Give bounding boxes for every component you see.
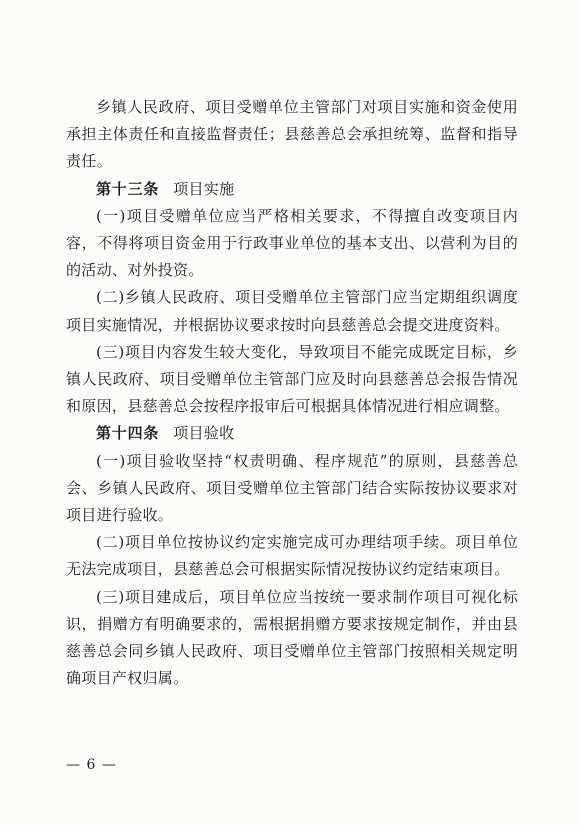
article-14-label: 第十四条 [96, 424, 160, 443]
article-14-item-3: (三)项目建成后，项目单位应当按统一要求制作项目可视化标识，捐赠方有明确要求的，需根据捐赠方要求按规定制作，并由县慈善总会同乡镇人民政府、项目受赠单位主管部门按照相关规定明确项目产权归属。 [66, 587, 518, 688]
article-13-label: 第十三条 [96, 179, 160, 198]
document-body [66, 94, 518, 692]
article-13-heading [66, 176, 518, 203]
article-13-item-1: (一)项目受赠单位应当严格相关要求，不得擅自改变项目内容，不得将项目资金用于行政事业单位的基本支出、以营利为目的的活动、对外投资。 [66, 206, 518, 280]
article-14-title: 项目验收 [173, 424, 235, 443]
article-14-heading [66, 420, 518, 447]
page-number: — 6 — [66, 757, 117, 773]
article-13-item-2: (二)乡镇人民政府、项目受赠单位主管部门应当定期组织调度项目实施情况，并根据协议要求按时向县慈善总会提交进度资料。 [66, 288, 518, 334]
article-13-title: 项目实施 [173, 179, 235, 198]
article-14-item-2: (二)项目单位按协议约定实施完成可办理结项手续。项目单位无法完成项目，县慈善总会可根据实际情况按协议约定结束项目。 [66, 533, 518, 579]
paragraph-responsibility: 乡镇人民政府、项目受赠单位主管部门对项目实施和资金使用承担主体责任和直接监督责任；县慈善总会承担统筹、监督和指导责任。 [66, 98, 518, 171]
article-14-item-1: (一)项目验收坚持“权责明确、程序规范”的原则，县慈善总会、乡镇人民政府、项目受赠单位主管部门结合实际按协议要求对项目进行验收。 [66, 451, 518, 525]
article-13-item-3: (三)项目内容发生较大变化，导致项目不能完成既定目标，乡镇人民政府、项目受赠单位主管部门应及时向县慈善总会报告情况和原因，县慈善总会按程序报审后可根据具体情况进行相应调整。 [66, 342, 518, 416]
